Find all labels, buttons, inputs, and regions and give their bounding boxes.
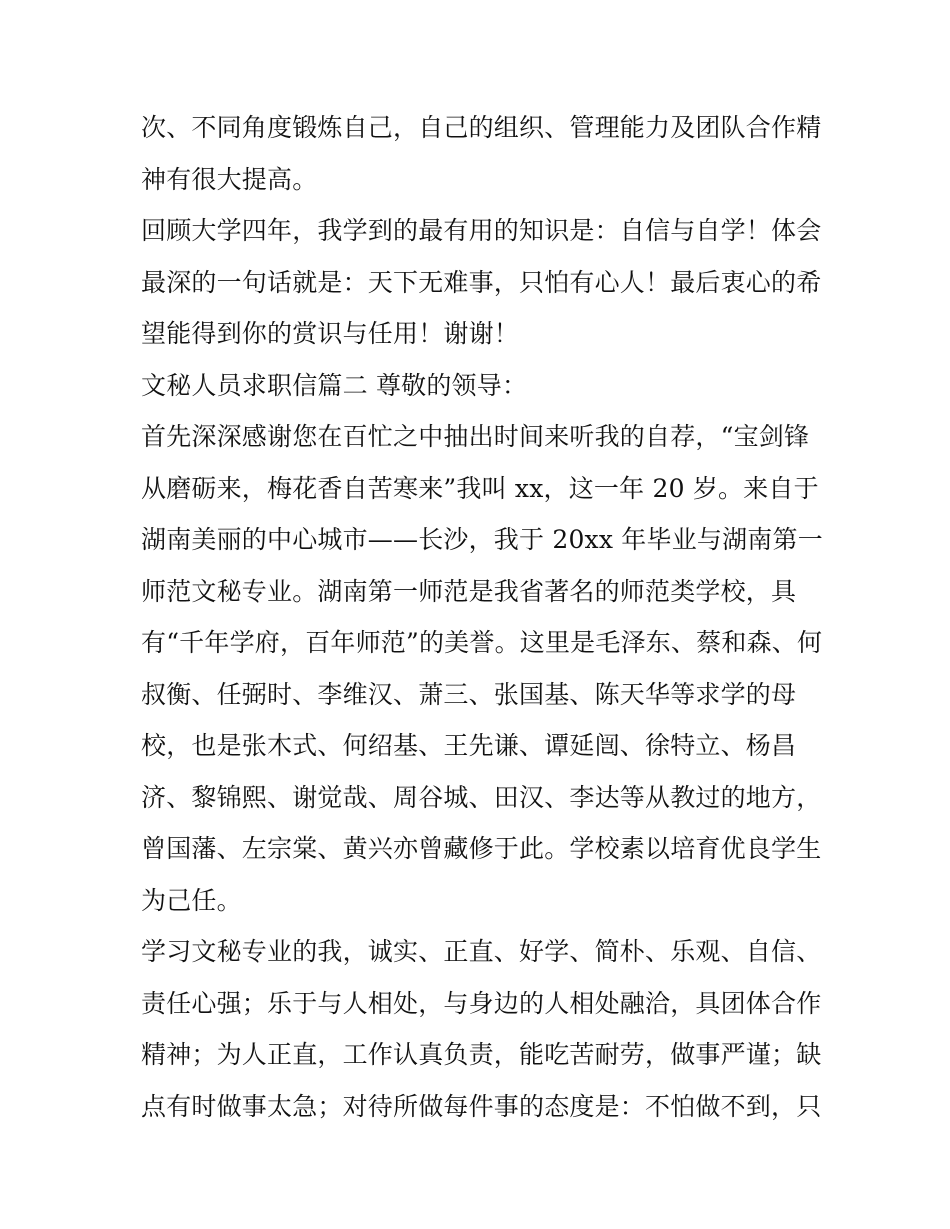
text-line: 济、黎锦熙、谢觉哉、周谷城、田汉、李达等从教过的地方，	[141, 782, 822, 812]
text-line: 最深的一句话就是：天下无难事，只怕有心人！最后衷心的希	[141, 267, 822, 297]
text-line: 校，也是张木式、何绍基、王先谦、谭延闿、徐特立、杨昌	[141, 731, 797, 760]
text-line: 点有时做事太急；对待所做每件事的态度是：不怕做不到，只	[141, 1091, 822, 1121]
text-line: 有“千年学府，百年师范”的美誉。这里是毛泽东、蔡和森、何	[141, 628, 823, 657]
text-line: 曾国藩、左宗棠、黄兴亦曾藏修于此。学校素以培育优良学生	[141, 834, 822, 863]
document-body	[141, 102, 821, 1132]
text-line: 从磨砺来，梅花香自苦寒来”我叫 xx，这一年 20 岁。来自于	[141, 473, 819, 503]
text-line: 为己任。	[141, 885, 242, 915]
text-line: 次、不同角度锻炼自己，自己的组织、管理能力及团队合作精	[141, 113, 822, 142]
text-line: 回顾大学四年，我学到的最有用的知识是：自信与自学！体会	[141, 216, 822, 245]
section-heading-line: 文秘人员求职信篇二 尊敬的领导：	[141, 370, 528, 400]
text-line: 湖南美丽的中心城市——长沙，我于 20xx 年毕业与湖南第一	[141, 525, 823, 554]
text-line: 首先深深感谢您在百忙之中抽出时间来听我的自荐，“宝剑锋	[141, 422, 810, 451]
text-line: 学习文秘专业的我，诚实、正直、好学、简朴、乐观、自信、	[141, 937, 822, 966]
text-line: 望能得到你的赏识与任用！谢谢！	[141, 319, 520, 348]
text-line: 责任心强；乐于与人相处，与身边的人相处融洽，具团体合作	[141, 988, 822, 1018]
text-line: 神有很大提高。	[141, 164, 318, 194]
text-line: 精神；为人正直，工作认真负责，能吃苦耐劳，做事严谨；缺	[141, 1040, 822, 1069]
text-line: 师范文秘专业。湖南第一师范是我省著名的师范类学校，具	[141, 576, 797, 606]
text-line: 叔衡、任弼时、李维汉、萧三、张国基、陈天华等求学的母	[141, 679, 797, 709]
